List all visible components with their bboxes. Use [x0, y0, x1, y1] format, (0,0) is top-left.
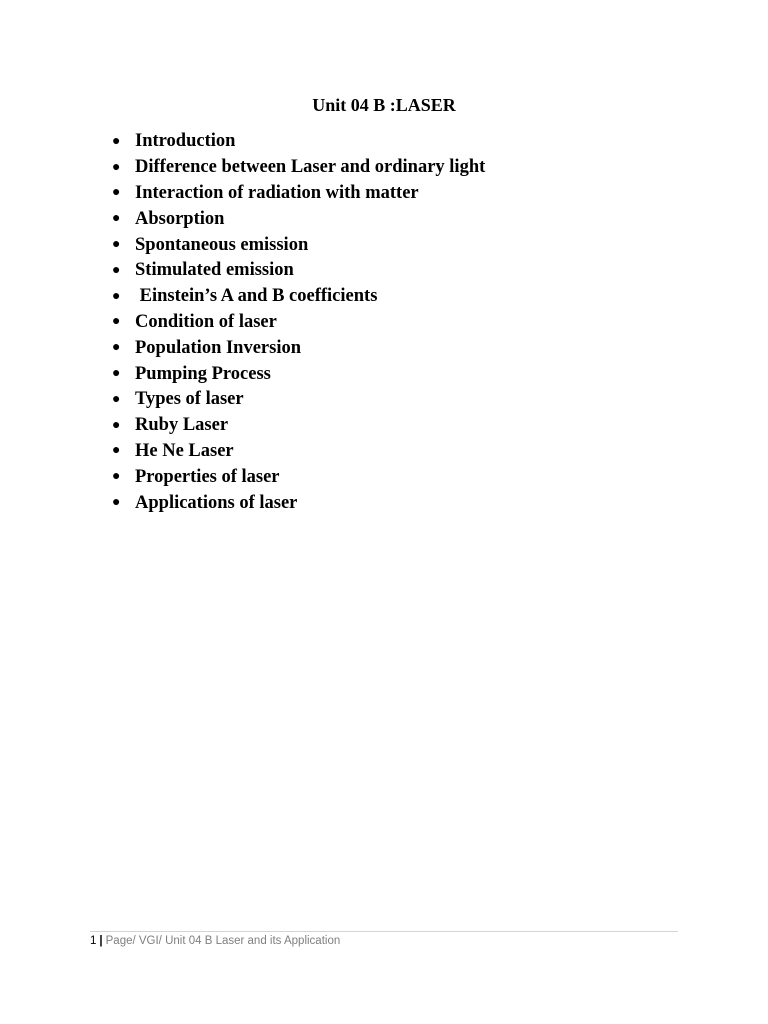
bullet-icon: ●	[112, 262, 121, 278]
footer-separator: |	[99, 935, 103, 947]
topic-label: Types of laser	[135, 389, 244, 410]
topic-label: Stimulated emission	[135, 260, 294, 281]
page-footer	[90, 934, 340, 948]
topic-label: Condition of laser	[135, 311, 277, 332]
list-item	[108, 129, 485, 155]
bullet-icon: ●	[112, 314, 121, 330]
list-item	[108, 387, 485, 413]
footer-text: Page/ VGI/ Unit 04 B Laser and its Application	[105, 935, 341, 947]
list-item	[108, 258, 485, 284]
list-item	[108, 310, 485, 336]
topic-label: Einstein’s A and B coefficients	[135, 286, 378, 307]
topic-label: Applications of laser	[135, 492, 298, 513]
bullet-icon: ●	[112, 340, 121, 356]
bullet-icon: ●	[112, 391, 121, 407]
list-item	[108, 464, 485, 490]
bullet-icon: ●	[112, 288, 121, 304]
bullet-icon: ●	[112, 495, 121, 511]
bullet-icon: ●	[112, 159, 121, 175]
list-item	[108, 232, 485, 258]
topic-label: Difference between Laser and ordinary light	[135, 157, 486, 178]
bullet-icon: ●	[112, 185, 121, 201]
topic-list	[108, 129, 485, 516]
topic-label: Population Inversion	[135, 337, 302, 358]
list-item	[108, 413, 485, 439]
bullet-icon: ●	[112, 366, 121, 382]
topic-label: Spontaneous emission	[135, 234, 309, 255]
page-number: 1	[90, 935, 97, 947]
list-item	[108, 284, 485, 310]
topic-label: Properties of laser	[135, 466, 280, 487]
footer-divider	[90, 931, 678, 932]
bullet-icon: ●	[112, 469, 121, 485]
bullet-icon: ●	[112, 443, 121, 459]
list-item	[108, 361, 485, 387]
list-item	[108, 490, 485, 516]
bullet-icon: ●	[112, 211, 121, 227]
page-title: Unit 04 B :LASER	[312, 95, 456, 115]
list-item	[108, 181, 485, 207]
topic-label: Pumping Process	[135, 363, 271, 384]
list-item	[108, 206, 485, 232]
list-item	[108, 335, 485, 361]
list-item	[108, 439, 485, 465]
bullet-icon: ●	[112, 133, 121, 149]
topic-label: Introduction	[135, 131, 236, 152]
topic-label: Absorption	[135, 208, 225, 229]
bullet-icon: ●	[112, 237, 121, 253]
topic-label: Ruby Laser	[135, 415, 229, 436]
list-item	[108, 155, 485, 181]
topic-label: He Ne Laser	[135, 440, 234, 461]
topic-label: Interaction of radiation with matter	[135, 182, 419, 203]
bullet-icon: ●	[112, 417, 121, 433]
